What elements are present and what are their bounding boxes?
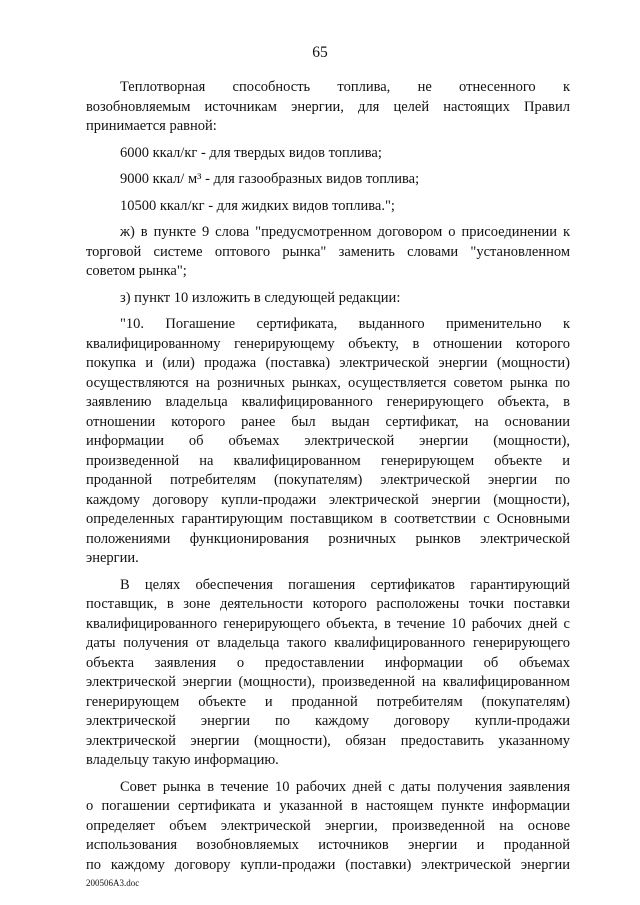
text-line: принимается равной: bbox=[86, 118, 217, 134]
text-line: генерирующем объекте и проданной потребителям (покупателям) bbox=[86, 693, 570, 710]
text-line: использования возобновляемых источников энергии и проданной bbox=[86, 837, 570, 853]
text-line: 9000 ккал/ м³ - для газообразных видов топлива; bbox=[120, 171, 420, 187]
paragraph-solid-fuel bbox=[86, 144, 570, 164]
text-line: проданной потребителям (покупателям) электрической энергии по bbox=[86, 472, 570, 488]
text-line: квалифицированному генерирующему объекту, в отношении которого bbox=[86, 335, 570, 352]
text-line: каждому договору купли-продажи электрической энергии (мощности), bbox=[86, 491, 570, 508]
text-line: ж) в пункте 9 слова "предусмотренном договором о присоединении к bbox=[120, 224, 570, 240]
text-line: возобновляемым источникам энергии, для целей настоящих Правил bbox=[86, 98, 570, 115]
text-line: положениями функционирования розничных рынков электрической bbox=[86, 530, 570, 547]
text-line: электрической энергии (мощности), произведенной на квалифицированном bbox=[86, 674, 570, 690]
text-line: определяет объем электрической энергии, произведенной на основе bbox=[86, 817, 570, 834]
page-number: 65 bbox=[312, 44, 328, 61]
text-line: Теплотворная способность топлива, не отнесенного к bbox=[120, 79, 570, 95]
text-line: з) пункт 10 изложить в следующей редакции: bbox=[120, 289, 401, 306]
paragraph-market-council bbox=[86, 778, 570, 876]
paragraph-liquid-fuel bbox=[86, 197, 570, 217]
text-line: владельцу такую информацию. bbox=[86, 752, 279, 768]
text-line: "10. Погашение сертификата, выданного применительно к bbox=[120, 316, 570, 332]
document-body bbox=[86, 78, 570, 875]
text-line: покупка и (или) продажа (поставка) электрической энергии (мощности) bbox=[86, 355, 570, 371]
paragraph-supplier-obligation bbox=[86, 576, 570, 771]
text-line: торговой системе оптового рынка" заменить словами "установленном bbox=[86, 243, 570, 260]
paragraph-gas-fuel bbox=[86, 170, 570, 190]
text-line: поставщик, в зоне деятельности которого расположены точки поставки bbox=[86, 596, 570, 612]
text-line: произведенной на квалифицированном генерирующем объекте и bbox=[86, 452, 570, 469]
text-line: 10500 ккал/кг - для жидких видов топлива."; bbox=[120, 197, 395, 214]
text-line: 6000 ккал/кг - для твердых видов топлива; bbox=[120, 144, 382, 161]
text-line: заявлению владельца квалифицированного генерирующего объекта, в bbox=[86, 394, 570, 410]
text-line: советом рынка"; bbox=[86, 263, 187, 279]
text-line: осуществляются на розничных рынках, осуществляется советом рынка по bbox=[86, 374, 570, 391]
paragraph-point-9 bbox=[86, 223, 570, 282]
paragraph-point-10 bbox=[86, 315, 570, 569]
text-line: объекта заявления о предоставлении информации об объемах bbox=[86, 654, 570, 671]
text-line: электрической энергии (мощности), обязан предоставить указанному bbox=[86, 732, 570, 749]
paragraph-heat-value bbox=[86, 78, 570, 137]
footer-filename: 200506A3.doc bbox=[86, 878, 140, 888]
text-line: электрической энергии по каждому договору купли-продажи bbox=[86, 713, 570, 729]
text-line: даты получения от владельца такого квалифицированного генерирующего bbox=[86, 635, 570, 651]
text-line: квалифицированного генерирующего объекта, в течение 10 рабочих дней с bbox=[86, 615, 570, 632]
text-line: по каждому договору купли-продажи (поставки) электрической энергии bbox=[86, 856, 570, 873]
text-line: В целях обеспечения погашения сертификатов гарантирующий bbox=[120, 576, 570, 593]
text-line: о погашении сертификата и указанной в настоящем пункте информации bbox=[86, 798, 570, 814]
paragraph-point-10-intro bbox=[86, 289, 570, 309]
text-line: Совет рынка в течение 10 рабочих дней с даты получения заявления bbox=[120, 778, 570, 795]
text-line: отношении которого ранее был выдан сертификат, на основании bbox=[86, 413, 570, 430]
text-line: энергии. bbox=[86, 550, 139, 566]
text-line: информации об объемах электрической энергии (мощности), bbox=[86, 433, 570, 449]
text-line: определенных гарантирующим поставщиком в соответствии с Основными bbox=[86, 511, 570, 527]
